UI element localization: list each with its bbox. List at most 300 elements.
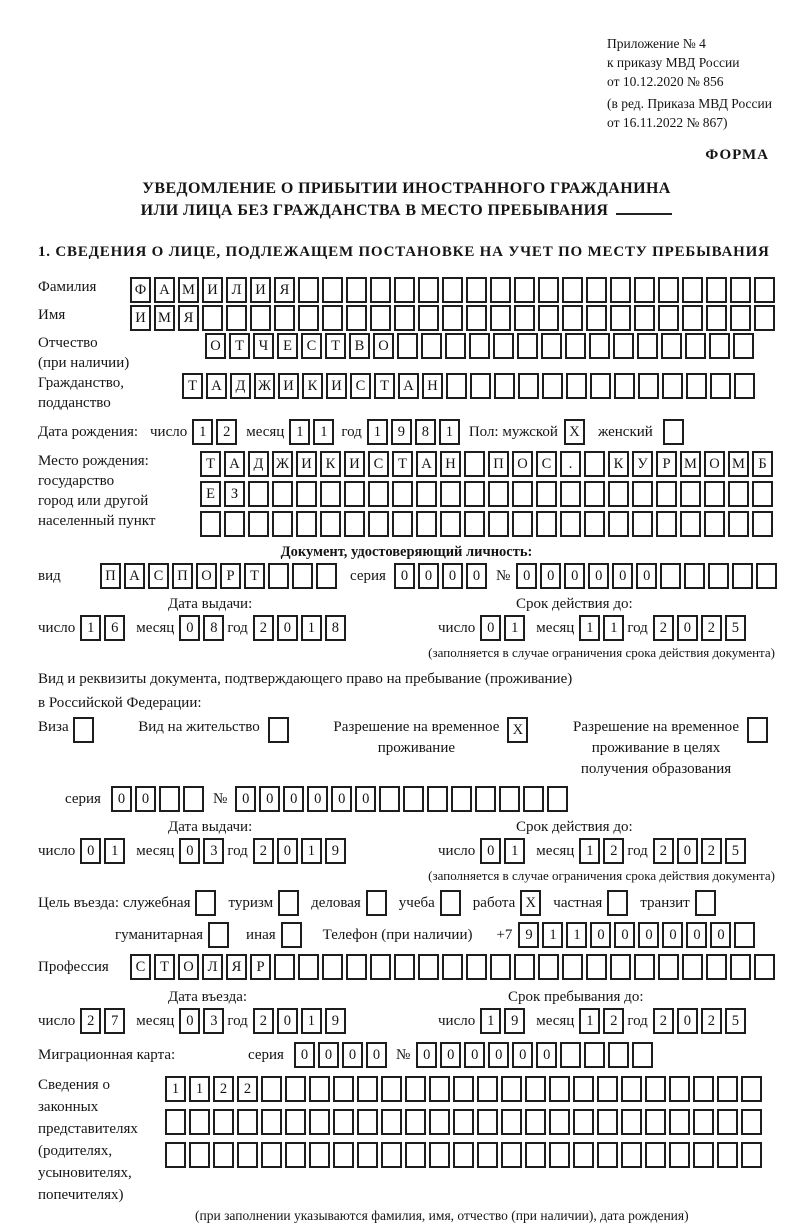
char-box[interactable]: 0 xyxy=(480,838,501,864)
char-box[interactable] xyxy=(322,305,343,331)
char-box[interactable] xyxy=(747,717,768,743)
char-box[interactable] xyxy=(272,481,293,507)
char-box[interactable] xyxy=(730,277,751,303)
char-box[interactable] xyxy=(634,954,655,980)
char-box[interactable] xyxy=(357,1109,378,1135)
citizenship-boxes[interactable] xyxy=(182,373,758,399)
char-box[interactable]: 1 xyxy=(104,838,125,864)
char-box[interactable]: Т xyxy=(229,333,250,359)
char-box[interactable]: 9 xyxy=(518,922,539,948)
char-box[interactable]: К xyxy=(608,451,629,477)
char-box[interactable] xyxy=(440,481,461,507)
char-box[interactable] xyxy=(695,890,716,916)
char-box[interactable] xyxy=(632,511,653,537)
char-box[interactable]: 1 xyxy=(313,419,334,445)
char-box[interactable]: М xyxy=(680,451,701,477)
char-box[interactable]: X xyxy=(564,419,585,445)
char-box[interactable] xyxy=(248,481,269,507)
char-box[interactable]: 2 xyxy=(653,615,674,641)
char-box[interactable] xyxy=(549,1142,570,1168)
char-box[interactable]: 0 xyxy=(540,563,561,589)
char-box[interactable] xyxy=(733,333,754,359)
phone-boxes[interactable] xyxy=(518,922,758,948)
char-box[interactable] xyxy=(298,277,319,303)
char-box[interactable] xyxy=(466,305,487,331)
char-box[interactable] xyxy=(663,419,684,445)
rvp-checkbox[interactable] xyxy=(507,717,531,743)
char-box[interactable] xyxy=(366,890,387,916)
stay-until-day-boxes[interactable] xyxy=(480,1008,528,1034)
char-box[interactable] xyxy=(525,1142,546,1168)
char-box[interactable]: 2 xyxy=(701,838,722,864)
purpose-study-checkbox[interactable] xyxy=(440,890,464,916)
char-box[interactable]: 1 xyxy=(367,419,388,445)
char-box[interactable]: 0 xyxy=(636,563,657,589)
char-box[interactable] xyxy=(754,954,775,980)
char-box[interactable] xyxy=(370,277,391,303)
representatives-row2[interactable] xyxy=(165,1109,765,1135)
char-box[interactable]: 0 xyxy=(466,563,487,589)
char-box[interactable] xyxy=(637,333,658,359)
char-box[interactable] xyxy=(213,1142,234,1168)
char-box[interactable]: И xyxy=(130,305,151,331)
valid-month-boxes[interactable] xyxy=(579,615,627,641)
char-box[interactable] xyxy=(752,481,773,507)
char-box[interactable] xyxy=(730,954,751,980)
char-box[interactable] xyxy=(322,954,343,980)
char-box[interactable] xyxy=(610,954,631,980)
char-box[interactable] xyxy=(442,954,463,980)
char-box[interactable] xyxy=(189,1142,210,1168)
purpose-transit-checkbox[interactable] xyxy=(695,890,719,916)
char-box[interactable] xyxy=(658,277,679,303)
char-box[interactable]: 0 xyxy=(331,786,352,812)
char-box[interactable]: К xyxy=(320,451,341,477)
char-box[interactable]: 9 xyxy=(504,1008,525,1034)
char-box[interactable] xyxy=(309,1076,330,1102)
char-box[interactable] xyxy=(512,511,533,537)
char-box[interactable] xyxy=(333,1142,354,1168)
char-box[interactable]: 0 xyxy=(235,786,256,812)
char-box[interactable] xyxy=(573,1109,594,1135)
char-box[interactable] xyxy=(584,1042,605,1068)
char-box[interactable] xyxy=(453,1109,474,1135)
char-box[interactable]: К xyxy=(302,373,323,399)
char-box[interactable] xyxy=(261,1109,282,1135)
char-box[interactable]: О xyxy=(178,954,199,980)
char-box[interactable] xyxy=(608,1042,629,1068)
char-box[interactable] xyxy=(741,1076,762,1102)
char-box[interactable]: 0 xyxy=(179,1008,200,1034)
char-box[interactable]: 1 xyxy=(189,1076,210,1102)
char-box[interactable] xyxy=(281,922,302,948)
char-box[interactable] xyxy=(73,717,94,743)
char-box[interactable]: Я xyxy=(226,954,247,980)
char-box[interactable]: 0 xyxy=(80,838,101,864)
char-box[interactable]: 0 xyxy=(135,786,156,812)
char-box[interactable]: Ж xyxy=(254,373,275,399)
char-box[interactable]: 0 xyxy=(614,922,635,948)
char-box[interactable] xyxy=(608,511,629,537)
char-box[interactable]: И xyxy=(326,373,347,399)
char-box[interactable] xyxy=(717,1109,738,1135)
rvp-education-checkbox[interactable] xyxy=(747,717,771,743)
char-box[interactable]: 0 xyxy=(294,1042,315,1068)
char-box[interactable] xyxy=(597,1142,618,1168)
char-box[interactable] xyxy=(741,1109,762,1135)
char-box[interactable] xyxy=(344,481,365,507)
char-box[interactable] xyxy=(237,1142,258,1168)
char-box[interactable] xyxy=(322,277,343,303)
char-box[interactable]: Р xyxy=(250,954,271,980)
char-box[interactable]: 0 xyxy=(342,1042,363,1068)
purpose-private-checkbox[interactable] xyxy=(607,890,631,916)
char-box[interactable] xyxy=(159,786,180,812)
char-box[interactable] xyxy=(429,1109,450,1135)
char-box[interactable]: 0 xyxy=(464,1042,485,1068)
char-box[interactable] xyxy=(590,373,611,399)
char-box[interactable] xyxy=(494,373,515,399)
char-box[interactable] xyxy=(682,305,703,331)
char-box[interactable]: М xyxy=(178,277,199,303)
char-box[interactable] xyxy=(741,1142,762,1168)
char-box[interactable]: 0 xyxy=(516,563,537,589)
char-box[interactable] xyxy=(752,511,773,537)
char-box[interactable] xyxy=(296,511,317,537)
purpose-commercial-checkbox[interactable] xyxy=(366,890,390,916)
char-box[interactable] xyxy=(381,1076,402,1102)
char-box[interactable] xyxy=(610,277,631,303)
char-box[interactable] xyxy=(538,954,559,980)
char-box[interactable]: Т xyxy=(392,451,413,477)
char-box[interactable]: 2 xyxy=(253,838,274,864)
char-box[interactable] xyxy=(442,277,463,303)
char-box[interactable] xyxy=(730,305,751,331)
char-box[interactable] xyxy=(706,305,727,331)
stay-until-month-boxes[interactable] xyxy=(579,1008,627,1034)
char-box[interactable]: Ж xyxy=(272,451,293,477)
char-box[interactable] xyxy=(224,511,245,537)
char-box[interactable] xyxy=(418,277,439,303)
char-box[interactable]: 0 xyxy=(677,838,698,864)
birth-place-row3[interactable] xyxy=(200,511,776,537)
stay-valid-month-boxes[interactable] xyxy=(579,838,627,864)
char-box[interactable] xyxy=(397,333,418,359)
char-box[interactable] xyxy=(547,786,568,812)
char-box[interactable]: 7 xyxy=(104,1008,125,1034)
char-box[interactable] xyxy=(268,717,289,743)
char-box[interactable] xyxy=(562,954,583,980)
doc-series-boxes[interactable] xyxy=(394,563,490,589)
char-box[interactable] xyxy=(285,1142,306,1168)
char-box[interactable]: А xyxy=(224,451,245,477)
entry-year-boxes[interactable] xyxy=(253,1008,349,1034)
char-box[interactable]: 0 xyxy=(179,615,200,641)
char-box[interactable]: Б xyxy=(752,451,773,477)
char-box[interactable] xyxy=(418,954,439,980)
char-box[interactable] xyxy=(658,954,679,980)
profession-boxes[interactable] xyxy=(130,954,778,980)
char-box[interactable] xyxy=(756,563,777,589)
char-box[interactable] xyxy=(682,277,703,303)
char-box[interactable] xyxy=(285,1076,306,1102)
char-box[interactable] xyxy=(316,563,337,589)
char-box[interactable] xyxy=(226,305,247,331)
char-box[interactable]: М xyxy=(728,451,749,477)
char-box[interactable] xyxy=(542,373,563,399)
char-box[interactable] xyxy=(660,563,681,589)
char-box[interactable] xyxy=(499,786,520,812)
char-box[interactable] xyxy=(357,1076,378,1102)
char-box[interactable] xyxy=(429,1142,450,1168)
char-box[interactable] xyxy=(514,954,535,980)
char-box[interactable] xyxy=(357,1142,378,1168)
char-box[interactable] xyxy=(488,481,509,507)
char-box[interactable] xyxy=(248,511,269,537)
char-box[interactable] xyxy=(645,1142,666,1168)
char-box[interactable] xyxy=(514,305,535,331)
char-box[interactable]: 0 xyxy=(536,1042,557,1068)
mc-series-boxes[interactable] xyxy=(294,1042,390,1068)
char-box[interactable] xyxy=(392,511,413,537)
char-box[interactable]: 2 xyxy=(603,838,624,864)
char-box[interactable] xyxy=(661,333,682,359)
birth-month-boxes[interactable] xyxy=(289,419,337,445)
char-box[interactable] xyxy=(274,305,295,331)
female-checkbox[interactable] xyxy=(663,419,687,445)
char-box[interactable]: 1 xyxy=(301,838,322,864)
char-box[interactable] xyxy=(710,373,731,399)
char-box[interactable] xyxy=(405,1109,426,1135)
char-box[interactable] xyxy=(333,1076,354,1102)
char-box[interactable]: 2 xyxy=(603,1008,624,1034)
char-box[interactable]: Т xyxy=(200,451,221,477)
char-box[interactable] xyxy=(475,786,496,812)
char-box[interactable]: 9 xyxy=(325,838,346,864)
char-box[interactable]: 1 xyxy=(603,615,624,641)
char-box[interactable] xyxy=(734,373,755,399)
stay-number-boxes[interactable] xyxy=(235,786,571,812)
char-box[interactable]: Д xyxy=(230,373,251,399)
issue-month-boxes[interactable] xyxy=(179,615,227,641)
issue-day-boxes[interactable] xyxy=(80,615,128,641)
char-box[interactable] xyxy=(333,1109,354,1135)
surname-boxes[interactable] xyxy=(130,277,778,303)
stay-series-boxes[interactable] xyxy=(111,786,207,812)
char-box[interactable]: В xyxy=(349,333,370,359)
char-box[interactable] xyxy=(632,481,653,507)
char-box[interactable]: X xyxy=(520,890,541,916)
char-box[interactable] xyxy=(370,954,391,980)
birth-year-boxes[interactable] xyxy=(367,419,463,445)
birth-place-row1[interactable] xyxy=(200,451,776,477)
char-box[interactable] xyxy=(453,1076,474,1102)
char-box[interactable]: И xyxy=(278,373,299,399)
char-box[interactable]: 0 xyxy=(442,563,463,589)
char-box[interactable] xyxy=(645,1076,666,1102)
char-box[interactable]: Е xyxy=(200,481,221,507)
char-box[interactable]: Н xyxy=(440,451,461,477)
char-box[interactable]: О xyxy=(512,451,533,477)
char-box[interactable] xyxy=(309,1109,330,1135)
char-box[interactable]: И xyxy=(344,451,365,477)
char-box[interactable] xyxy=(560,1042,581,1068)
char-box[interactable]: 9 xyxy=(391,419,412,445)
char-box[interactable] xyxy=(684,563,705,589)
char-box[interactable] xyxy=(680,511,701,537)
char-box[interactable] xyxy=(250,305,271,331)
char-box[interactable] xyxy=(734,922,755,948)
char-box[interactable]: 0 xyxy=(366,1042,387,1068)
birth-day-boxes[interactable] xyxy=(192,419,240,445)
char-box[interactable] xyxy=(566,373,587,399)
char-box[interactable] xyxy=(549,1076,570,1102)
char-box[interactable] xyxy=(584,511,605,537)
char-box[interactable] xyxy=(704,481,725,507)
char-box[interactable]: 0 xyxy=(480,615,501,641)
stay-until-year-boxes[interactable] xyxy=(653,1008,749,1034)
char-box[interactable]: 0 xyxy=(638,922,659,948)
char-box[interactable]: С xyxy=(536,451,557,477)
char-box[interactable] xyxy=(446,373,467,399)
char-box[interactable]: 1 xyxy=(192,419,213,445)
char-box[interactable]: 0 xyxy=(686,922,707,948)
char-box[interactable] xyxy=(680,481,701,507)
stay-valid-day-boxes[interactable] xyxy=(480,838,528,864)
char-box[interactable] xyxy=(418,305,439,331)
char-box[interactable] xyxy=(403,786,424,812)
char-box[interactable] xyxy=(268,563,289,589)
char-box[interactable]: 8 xyxy=(203,615,224,641)
char-box[interactable] xyxy=(728,481,749,507)
entry-day-boxes[interactable] xyxy=(80,1008,128,1034)
stay-valid-year-boxes[interactable] xyxy=(653,838,749,864)
char-box[interactable]: 0 xyxy=(590,922,611,948)
char-box[interactable] xyxy=(208,922,229,948)
char-box[interactable]: Ч xyxy=(253,333,274,359)
char-box[interactable] xyxy=(466,954,487,980)
char-box[interactable] xyxy=(621,1076,642,1102)
char-box[interactable]: И xyxy=(296,451,317,477)
char-box[interactable] xyxy=(278,890,299,916)
char-box[interactable]: 0 xyxy=(394,563,415,589)
char-box[interactable]: Ф xyxy=(130,277,151,303)
char-box[interactable] xyxy=(272,511,293,537)
char-box[interactable] xyxy=(686,373,707,399)
char-box[interactable]: 3 xyxy=(203,838,224,864)
char-box[interactable]: 2 xyxy=(653,838,674,864)
stay-issue-month-boxes[interactable] xyxy=(179,838,227,864)
char-box[interactable] xyxy=(562,277,583,303)
char-box[interactable] xyxy=(421,333,442,359)
char-box[interactable] xyxy=(493,333,514,359)
char-box[interactable] xyxy=(501,1076,522,1102)
char-box[interactable] xyxy=(429,1076,450,1102)
char-box[interactable]: У xyxy=(632,451,653,477)
char-box[interactable] xyxy=(560,481,581,507)
char-box[interactable]: 1 xyxy=(301,615,322,641)
char-box[interactable] xyxy=(309,1142,330,1168)
char-box[interactable] xyxy=(607,890,628,916)
char-box[interactable]: 0 xyxy=(662,922,683,948)
char-box[interactable]: С xyxy=(368,451,389,477)
char-box[interactable]: П xyxy=(172,563,193,589)
char-box[interactable] xyxy=(525,1076,546,1102)
char-box[interactable] xyxy=(645,1109,666,1135)
char-box[interactable] xyxy=(261,1142,282,1168)
char-box[interactable]: Т xyxy=(154,954,175,980)
char-box[interactable] xyxy=(237,1109,258,1135)
doc-type-boxes[interactable] xyxy=(100,563,340,589)
char-box[interactable]: 0 xyxy=(277,615,298,641)
char-box[interactable] xyxy=(597,1076,618,1102)
char-box[interactable] xyxy=(501,1142,522,1168)
char-box[interactable]: 1 xyxy=(579,615,600,641)
purpose-work-checkbox[interactable] xyxy=(520,890,544,916)
char-box[interactable]: Л xyxy=(202,954,223,980)
char-box[interactable] xyxy=(183,786,204,812)
char-box[interactable] xyxy=(693,1142,714,1168)
char-box[interactable] xyxy=(394,277,415,303)
char-box[interactable]: 1 xyxy=(301,1008,322,1034)
char-box[interactable]: А xyxy=(398,373,419,399)
char-box[interactable] xyxy=(202,305,223,331)
char-box[interactable]: И xyxy=(202,277,223,303)
char-box[interactable] xyxy=(610,305,631,331)
char-box[interactable] xyxy=(621,1109,642,1135)
char-box[interactable] xyxy=(189,1109,210,1135)
char-box[interactable]: 0 xyxy=(277,838,298,864)
char-box[interactable] xyxy=(165,1142,186,1168)
char-box[interactable] xyxy=(565,333,586,359)
char-box[interactable] xyxy=(490,277,511,303)
char-box[interactable]: Т xyxy=(325,333,346,359)
char-box[interactable]: 8 xyxy=(325,615,346,641)
char-box[interactable] xyxy=(669,1142,690,1168)
char-box[interactable] xyxy=(488,511,509,537)
char-box[interactable]: 1 xyxy=(289,419,310,445)
char-box[interactable] xyxy=(549,1109,570,1135)
char-box[interactable]: 0 xyxy=(440,1042,461,1068)
char-box[interactable] xyxy=(706,954,727,980)
char-box[interactable]: 1 xyxy=(504,615,525,641)
char-box[interactable]: О xyxy=(373,333,394,359)
char-box[interactable]: 0 xyxy=(179,838,200,864)
char-box[interactable]: 0 xyxy=(564,563,585,589)
char-box[interactable]: 2 xyxy=(237,1076,258,1102)
char-box[interactable] xyxy=(634,305,655,331)
char-box[interactable]: С xyxy=(301,333,322,359)
char-box[interactable] xyxy=(693,1076,714,1102)
char-box[interactable] xyxy=(658,305,679,331)
char-box[interactable] xyxy=(538,277,559,303)
char-box[interactable]: Я xyxy=(178,305,199,331)
char-box[interactable]: 0 xyxy=(111,786,132,812)
char-box[interactable] xyxy=(445,333,466,359)
char-box[interactable] xyxy=(717,1076,738,1102)
char-box[interactable] xyxy=(706,277,727,303)
char-box[interactable] xyxy=(717,1142,738,1168)
char-box[interactable]: X xyxy=(507,717,528,743)
char-box[interactable] xyxy=(394,305,415,331)
male-checkbox[interactable] xyxy=(564,419,588,445)
char-box[interactable] xyxy=(638,373,659,399)
char-box[interactable]: 0 xyxy=(283,786,304,812)
char-box[interactable]: П xyxy=(100,563,121,589)
char-box[interactable]: А xyxy=(416,451,437,477)
valid-year-boxes[interactable] xyxy=(653,615,749,641)
char-box[interactable] xyxy=(573,1076,594,1102)
